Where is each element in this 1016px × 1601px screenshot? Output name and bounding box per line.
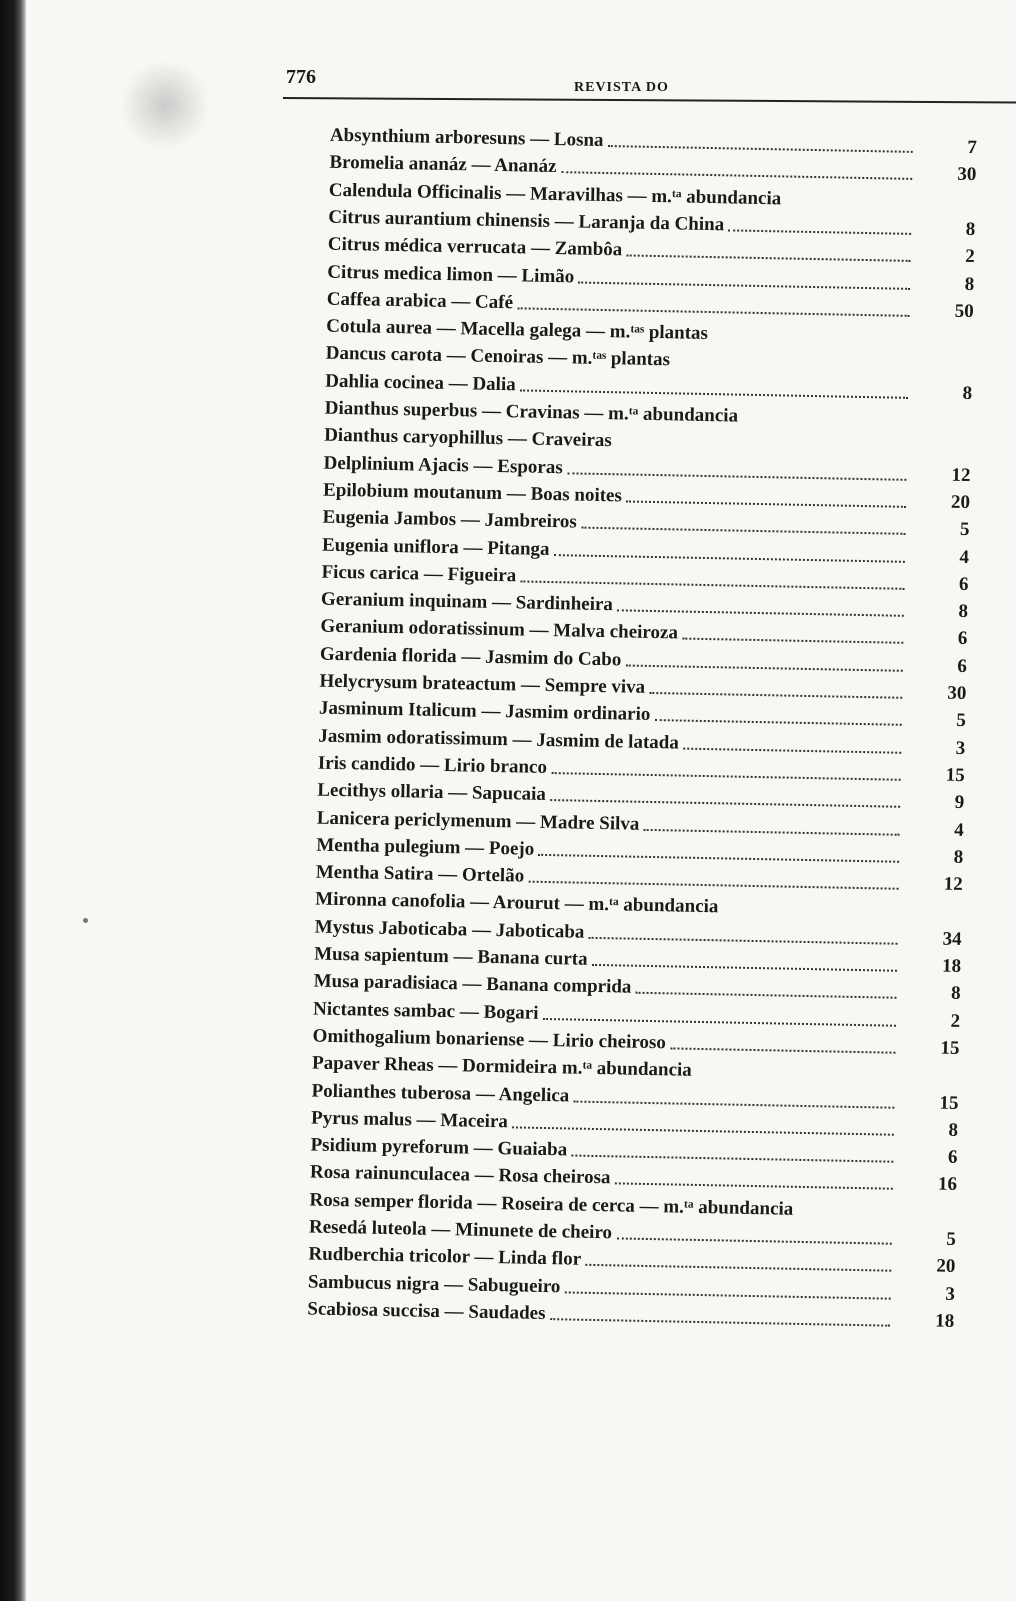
plant-name: Rosa semper florida — Roseira de cerca — m.ᵗᵃ abundancia [309, 1189, 794, 1220]
dot-leader [592, 964, 897, 972]
quantity [933, 353, 973, 354]
dot-leader [572, 1155, 894, 1163]
plant-name: Resedá luteola — Minunete de cheiro [308, 1216, 613, 1244]
plant-name: Epilobium moutanum — Boas noites [322, 479, 623, 507]
dot-leader [539, 854, 900, 863]
quantity: 8 [950, 983, 961, 1005]
plant-name: Mentha pulegium — Poejo [316, 834, 535, 860]
plant-name: Psidium pyreforum — Guaiaba [310, 1134, 568, 1161]
dot-leader [644, 828, 900, 835]
quantity: 15 [940, 1037, 960, 1059]
quantity: 9 [954, 792, 965, 814]
plant-name: Citrus aurantium chinensis — Laranja da China [328, 206, 725, 236]
dot-leader [649, 692, 902, 699]
dot-leader [550, 799, 900, 808]
quantity [933, 325, 973, 326]
plant-name: Musa paradisiaca — Banana comprida [313, 970, 632, 998]
dot-leader [567, 472, 906, 481]
dot-leader [589, 937, 898, 945]
dot-leader [543, 1018, 896, 1027]
plant-name: Delplinium Ajacis — Esporas [323, 452, 563, 478]
plant-name: Lanicera periclymenum — Madre Silva [316, 807, 640, 835]
plant-name: Dahlia cocinea — Dalia [325, 370, 516, 395]
dot-leader [683, 747, 901, 753]
plant-name: Rudberchia tricolor — Linda flor [308, 1243, 582, 1271]
plant-name: Calendula Officinalis — Maravilhas — m.ᵗᵃ abundancia [328, 179, 782, 209]
dot-leader [585, 1264, 891, 1272]
quantity: 6 [947, 1146, 958, 1169]
plant-name: Nictantes sambac — Bogari [312, 998, 539, 1024]
page-number: 776 [286, 66, 316, 88]
plant-name: Dianthus caryophillus — Craveiras [323, 424, 613, 452]
quantity: 8 [948, 1119, 959, 1141]
dot-leader [554, 554, 905, 563]
dot-leader [550, 1318, 890, 1327]
quantity [922, 899, 962, 900]
quantity: 5 [959, 519, 970, 541]
dot-leader [627, 255, 911, 262]
quantity [919, 1062, 959, 1063]
quantity [931, 435, 971, 436]
dot-leader [682, 638, 903, 644]
plant-name: Dancus carota — Cenoiras — m.ᵗᵃˢ plantas [325, 343, 671, 371]
quantity: 8 [962, 382, 973, 404]
dot-leader [616, 1237, 891, 1244]
quantity: 50 [954, 300, 974, 322]
dot-leader [655, 719, 902, 726]
plant-name: Omithogalium bonariense — Lirio cheiroso [312, 1025, 667, 1054]
plant-name: Eugenia Jambos — Jambreiros [322, 506, 578, 533]
quantity: 12 [943, 873, 963, 896]
plant-name: Geranium inquinam — Sardinheira [320, 588, 614, 616]
plant-name: Caffea arabica — Café [326, 288, 514, 314]
quantity: 6 [957, 655, 968, 677]
plant-name: Ficus carica — Figueira [321, 561, 517, 587]
plant-name: Mentha Satira — Ortelão [315, 861, 525, 887]
plant-name: Bromelia ananáz — Ananáz [329, 151, 557, 178]
plant-name: Eugenia uniflora — Pitanga [321, 534, 550, 560]
plant-name: Jasmim odoratissimum — Jasmim de latada [318, 725, 680, 754]
quantity: 34 [942, 928, 962, 950]
dot-leader [574, 1100, 895, 1108]
plant-name: Helycrysum brateactum — Sempre viva [319, 670, 646, 698]
quantity: 6 [957, 628, 968, 650]
quantity: 7 [967, 136, 978, 159]
quantity: 15 [939, 1092, 959, 1114]
quantity: 3 [945, 1283, 956, 1305]
dot-leader [512, 1126, 894, 1135]
dot-leader [729, 229, 912, 235]
plant-name: Dianthus superbus — Cravinas — m.ᵗᵃ abundancia [324, 397, 739, 427]
plant-name: Iris candido — Lirio branco [317, 752, 548, 778]
quantity: 16 [937, 1173, 958, 1196]
quantity: 4 [954, 819, 964, 841]
quantity: 4 [959, 546, 970, 568]
quantity: 18 [941, 955, 962, 977]
dot-leader [615, 1183, 893, 1190]
plant-name: Citrus medica limon — Limão [327, 261, 575, 287]
dot-leader [561, 171, 912, 180]
plant-name: Scabiosa succisa — Saudades [307, 1298, 546, 1324]
dot-leader [579, 281, 911, 289]
quantity: 2 [950, 1010, 961, 1032]
quantity: 30 [947, 682, 967, 705]
quantity: 20 [950, 491, 971, 513]
quantity: 8 [958, 600, 969, 623]
quantity: 8 [953, 846, 964, 868]
quantity [932, 407, 972, 408]
quantity: 5 [956, 710, 967, 732]
plant-name: Mironna canofolia — Arourut — m.ᵗᵃ abundancia [315, 888, 719, 918]
dot-leader [529, 881, 899, 890]
quantity: 8 [964, 273, 975, 295]
quantity: 12 [951, 464, 971, 486]
running-title: REVISTA DO [574, 80, 669, 95]
quantity [936, 189, 976, 190]
quantity: 5 [946, 1228, 957, 1250]
plant-name: Absynthium arboresuns — Losna [329, 124, 604, 151]
quantity [917, 1199, 957, 1200]
plant-name: Rosa rainunculacea — Rosa cheirosa [309, 1161, 611, 1189]
quantity: 15 [945, 764, 965, 786]
dot-leader [636, 992, 897, 999]
quantity: 20 [936, 1255, 956, 1278]
plant-name: Polianthes tuberosa — Angelica [311, 1080, 570, 1106]
dot-leader [551, 772, 900, 781]
dot-leader [565, 1291, 891, 1299]
quantity: 30 [957, 164, 977, 186]
plant-name: Musa sapientum — Banana curta [314, 943, 588, 970]
dot-leader [517, 307, 909, 317]
plant-name: Jasminum Italicum — Jasmim ordinario [318, 697, 651, 726]
quantity: 3 [955, 737, 966, 759]
dot-leader [608, 145, 913, 153]
plant-name: Geranium odoratissinum — Malva cheiroza [320, 616, 679, 644]
dot-leader [520, 389, 908, 398]
plant-name: Gardenia florida — Jasmim do Cabo [319, 643, 622, 671]
dot-leader [626, 500, 906, 507]
dot-leader [626, 664, 903, 671]
quantity: 8 [965, 218, 976, 240]
plant-name: Lecithys ollaria — Sapucaia [317, 779, 547, 806]
plant-name: Citrus médica verrucata — Zambôa [327, 233, 623, 261]
dot-leader [521, 580, 905, 589]
plant-name: Pyrus malus — Maceira [310, 1107, 509, 1133]
plant-name: Sambucus nigra — Sabugueiro [307, 1271, 561, 1297]
dot-leader [581, 527, 905, 535]
quantity: 18 [935, 1310, 955, 1332]
quantity: 2 [965, 246, 975, 268]
dot-leader [670, 1047, 895, 1053]
quantity: 6 [958, 573, 969, 595]
plant-name: Mystus Jaboticaba — Jaboticaba [314, 916, 585, 943]
dot-leader [617, 609, 904, 617]
plant-name: Cotula aurea — Macella galega — m.ᵗᵃˢ plantas [326, 315, 709, 345]
plant-name: Papaver Rheas — Dormideira m.ᵗᵃ abundancia [311, 1052, 692, 1082]
